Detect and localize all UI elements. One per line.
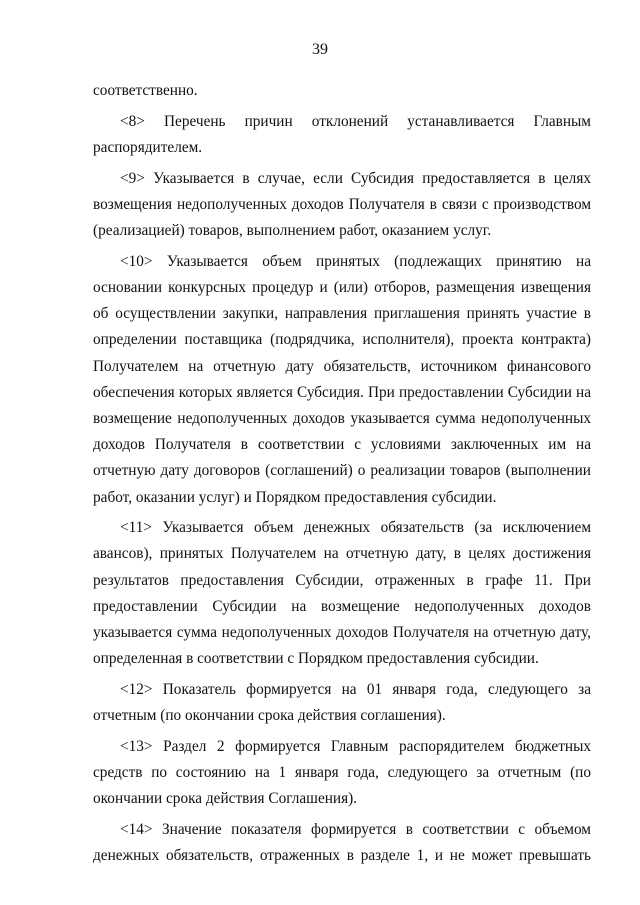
footnote-13: <13> Раздел 2 формируется Главным распорядителем бюджетных средств по состоянию на 1 января года, следующего за отчетным (по окончании срока действия Соглашения). [93, 737, 591, 808]
document-body [93, 78, 591, 874]
paragraph-continuation: соответственно. [93, 82, 198, 99]
footnote-10: <10> Указывается объем принятых (подлежащих принятию на основании конкурсных процедур и (или) отборов, размещения извещения об осуществлении закупки, направления приглашения принять участие в определении поставщика (подрядчика, исполнителя), проекта контракта) Получателем на отчетную дату обязательств, источником финансового обеспечения которых является Субсидия. При предоставлении Субсидии на возмещение недополученных доходов указывается сумма недополученных доходов Получателя в соответствии с условиями заключенных им на отчетную дату договоров (соглашений) о реализации товаров (выполнении работ, оказании услуг) и Порядком предоставления субсидии. [93, 252, 591, 506]
footnote-11: <11> Указывается объем денежных обязательств (за исключением авансов), принятых Получателем на отчетную дату, в целях достижения результатов предоставления Субсидии, отраженных в графе 11. При предоставлении Субсидии на возмещение недополученных доходов указывается сумма недополученных доходов Получателя на отчетную дату, определенная в соответствии с Порядком предоставления субсидии. [93, 519, 591, 668]
footnote-14: <14> Значение показателя формируется в соответствии с объемом денежных обязательств, отраженных в разделе 1, и не может превышать [93, 820, 591, 865]
footnote-12: <12> Показатель формируется на 01 января года, следующего за отчетным (по окончании срока действия соглашения). [93, 680, 591, 725]
footnote-9: <9> Указывается в случае, если Субсидия предоставляется в целях возмещения недополученных доходов Получателя в связи с производством (реализацией) товаров, выполнением работ, оказанием услуг. [93, 169, 591, 240]
page-number: 39 [312, 41, 328, 58]
footnote-8: <8> Перечень причин отклонений устанавливается Главным распорядителем. [93, 112, 591, 156]
